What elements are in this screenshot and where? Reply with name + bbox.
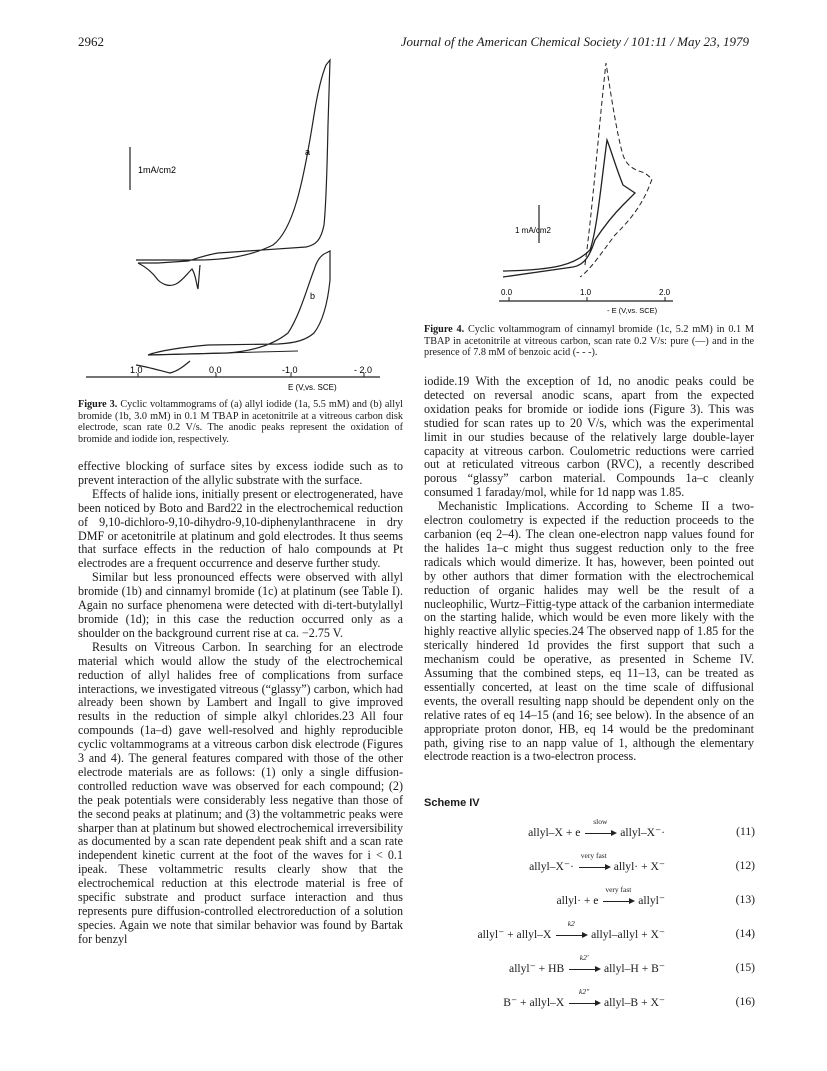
eq-left: B⁻ + allyl–X [503,996,565,1009]
eq-rate-constant: k2′ [579,953,589,962]
figure-3-plot [78,55,403,395]
left-column [78,460,403,947]
eq-right: allyl–allyl + X⁻ [591,928,665,941]
eq-right: allyl⁻ [638,894,665,907]
eq-left: allyl⁻ + HB [509,962,565,975]
figure-4-caption [424,324,754,359]
paragraph: iodide.19 With the exception of 1d, no anodic peaks could be detected on reversal anodic scans, apart from the expected oxidation peaks for bromide or iodide ions (Figure 3). This was studied for scan rates up to 20 V/s, which was the experimental limit in our studies because of the relatively large double-layer capacity at vitreous carbon. Coulometric reductions were carried out at reticulated vitreous carbon (RVC), a recently described porous “glassy” carbon material. Compounds 1a–c cleanly consumed 1 faraday/mol, while for 1d napp was 1.85. [424,374,754,500]
fig3-caption-label: Figure 3. [78,399,118,410]
eq-right: allyl· + X⁻ [613,860,665,873]
eq-condition: slow [593,817,608,826]
eq-right: allyl–H + B⁻ [604,962,665,975]
equation-11 [415,815,755,845]
eq-right: allyl–X⁻· [620,826,665,839]
fig4-tick-3: 2.0 [659,288,671,297]
equation-14 [415,917,755,947]
fig4-caption-label: Figure 4. [424,324,465,335]
equation-15 [415,951,755,981]
eq-condition: very fast [605,885,632,894]
paragraph: Similar but less pronounced effects were observed with allyl bromide (1b) and cinnamyl bromide (1c) at platinum (see Table I). Again no surface phenomena were detected with di-tert-butylallyl bromide (1d); in this case the reduction occurred only as a shoulder on the background current rise at ca. −2.75 V. [78,570,403,640]
eq-number: (11) [736,825,755,838]
equation-13 [415,883,755,913]
fig4-tick-1: 0.0 [501,288,513,297]
fig3-trace-b-label: b [310,291,316,301]
paragraph: effective blocking of surface sites by excess iodide such as to prevent interaction of the allylic substrate with the surface. [78,459,403,487]
fig4-scale-label: 1 mA/cm2 [515,226,552,235]
scheme-title: Scheme IV [424,797,480,809]
eq-number: (12) [735,859,755,872]
figure-4-plot [495,55,695,320]
figure-3-caption [78,399,403,445]
fig3-tick-3: -1.0 [282,365,298,375]
paragraph: Effects of halide ions, initially present or electrogenerated, have been noticed by Boto and Bard22 in the electrochemical reduction of 9,10-dichloro-9,10-dihydro-9,10-diphenylanthracene in dry DMF or acetonitrile at platinum and gold electrodes. It thus seems that surface effects in the reduction of halo compounds at Pt electrodes are a frequent occurrence and deserve further study. [78,486,403,571]
fig3-scale-label: 1mA/cm2 [138,165,177,175]
eq-number: (13) [735,893,755,906]
fig4-caption-text: Cyclic voltammogram of cinnamyl bromide (1c, 5.2 mM) in 0.1 M TBAP in acetonitrile at vitreous carbon, scan rate 0.2 V/s: pure (—) and in the presence of 7.8 mM of benzoic acid (- - -). [424,324,754,359]
eq-number: (16) [735,995,755,1008]
fig3-axis-label: E (V,vs. SCE) [288,383,337,392]
eq-left: allyl· + e [556,894,599,907]
eq-left: allyl–X⁻· [529,860,574,873]
fig4-tick-2: 1.0 [580,288,592,297]
paragraph: Mechanistic Implications. According to Scheme II a two-electron coulometry is expected if the reduction proceeds to the carbanion (eq 2–4). The clean one-electron napp values found for the halides 1a–c might thus suggest reduction only to the free radicals which would dimerize. It has, however, been pointed out by other authors that dimer formation with the electrochemical reduction of organic halides may well be the result of a nucleophilic, Wurtz–Fittig-type attack of the carbanion intermediate on the starting halide, which would be even more likely with the highly reactive allylic species.24 The observed napp of 1.85 for the sterically hindered 1d provides the first support that such a mechanism could be operative, as presented in Scheme IV. Assuming that the combined steps, eq 11–13, can be treated as essentially concerted, at least on the time scale of diffusional events, the overall resulting napp should be dependent only on the relative rates of eq 14–15 (and 16; see below). In the absence of an appropriate proton donor, HB, eq 14 would be the predominant path, giving rise to an napp value of 1, although the elementary electrode reaction is a two-electron process. [424,499,754,764]
fig3-caption-text: Cyclic voltammograms of (a) allyl iodide (1a, 5.5 mM) and (b) allyl bromide (1b, 3.0 mM) in 0.1 M TBAP in acetonitrile at a vitreous carbon disk electrode, scan rate 0.2 V/s. The anodic peaks represent the oxidation of bromide and iodide ion, respectively. [78,399,403,445]
paragraph: Results on Vitreous Carbon. In searching for an electrode material which would allow the study of the electrochemical reduction of allyl halides free of complications from surface interactions, we investigated vitreous (“glassy”) carbon, which had already been shown by Lambert and Ingall to give improved results in the reduction of simple alkyl chlorides.23 All four compounds (1a–d) gave well-resolved and highly reproducible cyclic voltammograms at a vitreous carbon disk electrode (Figures 3 and 4). The general features compared with those of the other electrode materials are as follows: (1) only a single diffusion-controlled reduction wave was observed for each compound; (2) the peak potentials were considerably less negative than those of the second peaks at platinum; and (3) the voltammetric peaks were sharper than at platinum but showed electrochemical irreversibility as documented by a scan rate dependent peak shift and a scan rate independent kinetic current at the foot of the waves for i < 0.1 ipeak. These voltammetric results clearly show that the electrochemical reduction at this electrode material is free of specific substrate and product surface interaction and thus represents pure diffusion-controlled electroreduction of a solution species. Again we note that similar behavior was found by Bartak for benzyl [78,639,403,946]
fig3-trace-a-label: a [305,147,311,157]
eq-condition: very fast [580,851,607,860]
equation-12 [415,849,755,879]
right-column [424,375,754,764]
eq-right: allyl–B + X⁻ [604,996,665,1009]
eq-number: (14) [735,927,755,940]
equation-16 [415,985,755,1015]
page-number: 2962 [78,34,104,49]
eq-left: allyl⁻ + allyl–X [477,928,552,941]
fig3-tick-4: - 2.0 [354,365,373,375]
fig4-axis-label: - E (V,vs. SCE) [607,306,658,315]
eq-number: (15) [735,961,755,974]
eq-rate-constant: k2″ [579,987,590,996]
journal-header: Journal of the American Chemical Society / 101:11 / May 23, 1979 [400,34,749,49]
eq-rate-constant: k2 [567,919,575,928]
fig3-tick-1: 1.0 [130,365,143,375]
eq-left: allyl–X + e [528,826,581,839]
fig3-tick-2: 0.0 [209,365,222,375]
